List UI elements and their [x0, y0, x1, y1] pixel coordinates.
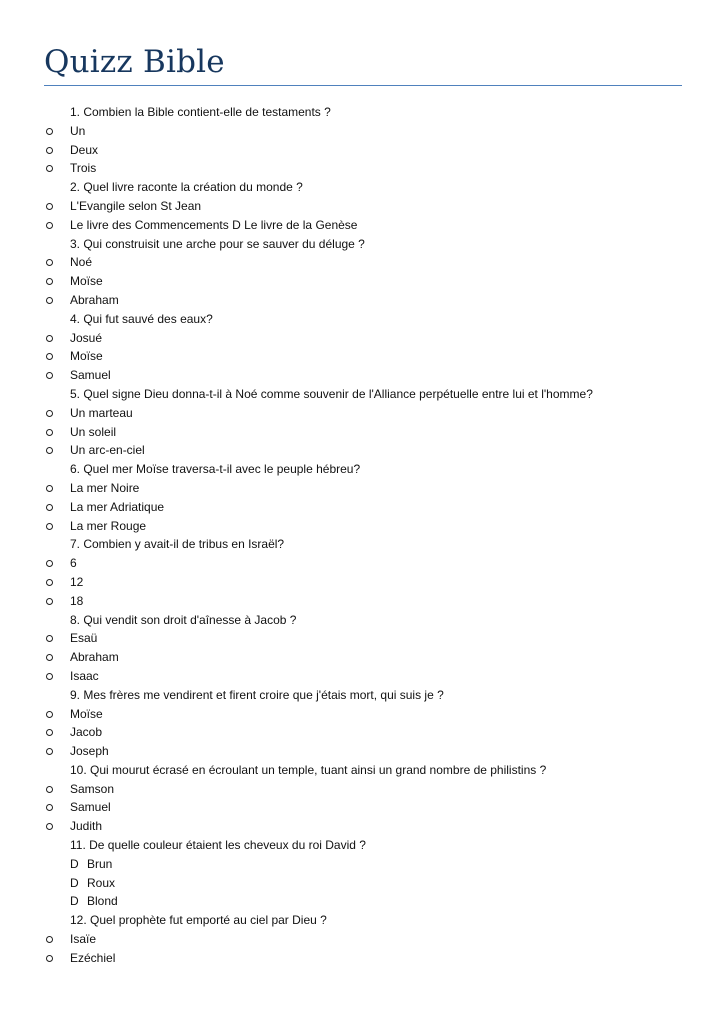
question-text: 10. Qui mourut écrasé en écroulant un temple, tuant ainsi un grand nombre de philistins ? [70, 762, 547, 777]
radio-circle-icon[interactable] [46, 485, 53, 492]
radio-circle-icon[interactable] [46, 598, 53, 605]
radio-circle-icon[interactable] [46, 147, 53, 154]
answer-option-label: Esaü [70, 631, 98, 646]
question-row [0, 310, 725, 329]
question-row [0, 385, 725, 404]
answer-option[interactable] [0, 441, 725, 460]
question-text: 2. Quel livre raconte la création du monde ? [70, 180, 303, 195]
question-row [0, 103, 725, 122]
answer-option-label: Un soleil [70, 424, 117, 439]
radio-circle-icon[interactable] [46, 353, 53, 360]
radio-circle-icon[interactable] [46, 711, 53, 718]
question-text: 1. Combien la Bible contient-elle de testaments ? [70, 105, 331, 119]
question-row [0, 611, 725, 630]
answer-option-label: Joseph [70, 744, 109, 759]
answer-option-label: 6 [70, 556, 77, 571]
answer-option[interactable] [0, 573, 725, 592]
radio-circle-icon[interactable] [46, 786, 53, 793]
question-row [0, 761, 725, 780]
radio-circle-icon[interactable] [46, 128, 53, 135]
radio-circle-icon[interactable] [46, 410, 53, 417]
answer-option[interactable] [0, 742, 725, 761]
answer-option[interactable] [0, 272, 725, 291]
answer-option[interactable] [0, 629, 725, 648]
question-text: 6. Quel mer Moïse traversa-t-il avec le peuple hébreu? [70, 462, 361, 477]
answer-option-label: Brun [87, 856, 113, 871]
radio-circle-icon[interactable] [46, 748, 53, 755]
question-row [0, 235, 725, 254]
answer-option-label: Josué [70, 330, 103, 345]
page-title: Quizz Bible [44, 44, 225, 80]
radio-circle-icon[interactable] [46, 635, 53, 642]
answer-option[interactable] [0, 667, 725, 686]
radio-circle-icon[interactable] [46, 936, 53, 943]
answer-option[interactable] [0, 291, 725, 310]
answer-option[interactable] [0, 949, 725, 968]
radio-circle-icon[interactable] [46, 165, 53, 172]
radio-circle-icon[interactable] [46, 203, 53, 210]
answer-option[interactable] [0, 648, 725, 667]
answer-option[interactable] [0, 855, 725, 874]
answer-option[interactable] [0, 366, 725, 385]
radio-circle-icon[interactable] [46, 729, 53, 736]
question-row [0, 911, 725, 930]
answer-option-label: Noé [70, 255, 93, 270]
radio-circle-icon[interactable] [46, 372, 53, 379]
answer-option-label: Roux [87, 875, 116, 890]
answer-option[interactable] [0, 329, 725, 348]
radio-circle-icon[interactable] [46, 297, 53, 304]
question-text: 3. Qui construisit une arche pour se sauver du déluge ? [70, 236, 365, 251]
answer-option-label: Samuel [70, 368, 111, 383]
question-text: 9. Mes frères me vendirent et firent croire que j'étais mort, qui suis je ? [70, 687, 444, 702]
answer-option-label: Un [70, 123, 86, 138]
answer-option-label: Isaïe [70, 932, 97, 947]
radio-circle-icon[interactable] [46, 335, 53, 342]
answer-option[interactable] [0, 197, 725, 216]
radio-circle-icon[interactable] [46, 654, 53, 661]
answer-option-label: Deux [70, 142, 99, 157]
answer-option-label: La mer Rouge [70, 518, 147, 533]
answer-option[interactable] [0, 892, 725, 911]
checkbox-marker[interactable]: D [70, 856, 79, 871]
radio-circle-icon[interactable] [46, 447, 53, 454]
answer-option[interactable] [0, 517, 725, 536]
answer-option[interactable] [0, 817, 725, 836]
question-row [0, 686, 725, 705]
answer-option[interactable] [0, 592, 725, 611]
radio-circle-icon[interactable] [46, 579, 53, 586]
question-row [0, 178, 725, 197]
radio-circle-icon[interactable] [46, 429, 53, 436]
quiz-list [0, 103, 725, 968]
answer-option-label: Blond [87, 894, 118, 909]
question-text: 7. Combien y avait-il de tribus en Israël? [70, 537, 285, 552]
answer-option-label: Samson [70, 781, 115, 796]
question-row [0, 460, 725, 479]
question-text: 4. Qui fut sauvé des eaux? [70, 311, 213, 326]
checkbox-marker[interactable]: D [70, 875, 79, 890]
answer-option-label: Isaac [70, 668, 99, 683]
radio-circle-icon[interactable] [46, 560, 53, 567]
radio-circle-icon[interactable] [46, 823, 53, 830]
answer-option[interactable] [0, 479, 725, 498]
answer-option-label: La mer Noire [70, 480, 140, 495]
answer-option-label: Abraham [70, 292, 119, 307]
question-text: 5. Quel signe Dieu donna-t-il à Noé comme souvenir de l'Alliance perpétuelle entre lui et l'homme? [70, 386, 593, 401]
answer-option-label: Moïse [70, 349, 103, 364]
radio-circle-icon[interactable] [46, 523, 53, 530]
answer-option[interactable] [0, 874, 725, 893]
radio-circle-icon[interactable] [46, 673, 53, 680]
radio-circle-icon[interactable] [46, 804, 53, 811]
question-text: 11. De quelle couleur étaient les cheveux du roi David ? [70, 838, 366, 853]
answer-option[interactable] [0, 930, 725, 949]
checkbox-marker[interactable]: D [70, 894, 79, 909]
answer-option[interactable] [0, 780, 725, 799]
answer-option[interactable] [0, 705, 725, 724]
answer-option-label: La mer Adriatique [70, 499, 165, 514]
answer-option-label: 12 [70, 574, 84, 589]
radio-circle-icon[interactable] [46, 222, 53, 229]
answer-option[interactable] [0, 141, 725, 160]
answer-option-label: Ezéchiel [70, 950, 116, 965]
answer-option[interactable] [0, 253, 725, 272]
answer-option-label: Le livre des Commencements D Le livre de la Genèse [70, 217, 358, 232]
answer-option[interactable] [0, 122, 725, 141]
answer-option-label: Un marteau [70, 405, 133, 420]
answer-option[interactable] [0, 423, 725, 442]
radio-circle-icon[interactable] [46, 259, 53, 266]
answer-option-label: Moïse [70, 706, 103, 721]
answer-option[interactable] [0, 216, 725, 235]
answer-option[interactable] [0, 798, 725, 817]
radio-circle-icon[interactable] [46, 278, 53, 285]
answer-option-label: Trois [70, 161, 97, 176]
question-row [0, 836, 725, 855]
radio-circle-icon[interactable] [46, 955, 53, 962]
answer-option-label: 18 [70, 593, 84, 608]
answer-option[interactable] [0, 498, 725, 517]
question-text: 8. Qui vendit son droit d'aînesse à Jacob ? [70, 612, 297, 627]
title-underline [44, 85, 682, 86]
answer-option-label: Judith [70, 819, 103, 834]
radio-circle-icon[interactable] [46, 504, 53, 511]
answer-option-label: Un arc-en-ciel [70, 443, 145, 458]
answer-option[interactable] [0, 723, 725, 742]
answer-option[interactable] [0, 404, 725, 423]
answer-option-label: L'Evangile selon St Jean [70, 198, 202, 213]
answer-option-label: Samuel [70, 800, 111, 815]
question-row [0, 535, 725, 554]
answer-option-label: Moïse [70, 274, 103, 289]
answer-option[interactable] [0, 554, 725, 573]
answer-option-label: Jacob [70, 725, 103, 740]
question-text: 12. Quel prophète fut emporté au ciel par Dieu ? [70, 913, 327, 928]
answer-option[interactable] [0, 159, 725, 178]
answer-option[interactable] [0, 347, 725, 366]
answer-option-label: Abraham [70, 650, 119, 665]
